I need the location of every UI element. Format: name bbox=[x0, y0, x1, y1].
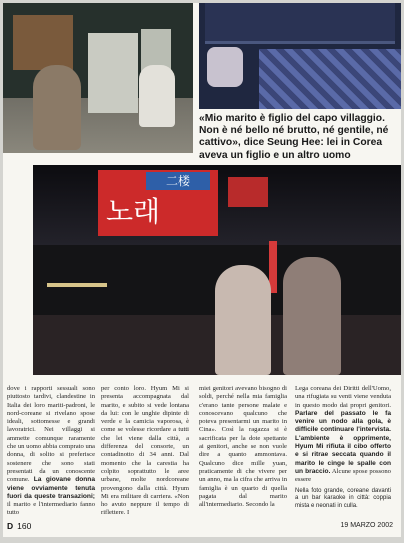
photo-street-night bbox=[33, 165, 401, 375]
column-highlight: La giovane donna viene ovviamente tenuta fuori da queste transazioni; bbox=[7, 476, 95, 500]
street-lights bbox=[47, 283, 107, 287]
karaoke-sign bbox=[98, 170, 218, 236]
article-column-2 bbox=[101, 385, 189, 518]
column-text: Lega coreana dei Diritti dell'Uomo, una rifugiata su venti viene venduta in questo modo dai propri genitori. bbox=[295, 385, 391, 409]
photo-cloth bbox=[207, 47, 243, 87]
magazine-page bbox=[3, 3, 401, 537]
article-column-4 bbox=[295, 385, 391, 510]
column-text: miei genitori avevano bisogno di soldi, perché nella mia famiglia c'erano tante persone malate e conoscevano qualcuno che poteva presentarmi un marito in Cina». Così la ragazza si è sacrificata per la dote spettante ai genitori, anche se non vuole dire a quanto ammontava. Qualcuno dice mille yuan, praticamente di che vivere per un anno, ma la cifra che arriva in famiglia è un quarto di quella pagata dal marito all'intermediario. Secondo la bbox=[199, 385, 287, 509]
sign-text: 二楼 bbox=[146, 172, 210, 190]
photo-blanket bbox=[259, 49, 401, 109]
small-sign bbox=[228, 177, 268, 207]
column-text: il marito e l'intermediario fanno tutto bbox=[7, 501, 95, 517]
photo-courtyard bbox=[3, 3, 193, 153]
photo-woman bbox=[33, 65, 81, 150]
sign-glyphs: 노래 bbox=[106, 195, 161, 228]
photo-bedding bbox=[199, 3, 401, 109]
page-number: 160 bbox=[17, 521, 32, 531]
column-text: dove i rapporti sessuali sono piuttosto tardivi, clandestine in Italia dei loro mariti-padroni, le nord-coreane si rivelano spose ideali, sottomesse e grandi lavoratrici. Nei villaggi si ammette comunque raramente che un uomo abbia comprato una donna, di solito si preferisce sostenere che sono stati presentati da un conoscente comune. bbox=[7, 385, 95, 484]
column-text: Alcune spose possono essere bbox=[295, 467, 391, 484]
page-folio bbox=[7, 521, 31, 531]
photo-credit-note: Nella foto grande, coreane davanti a un bar karaoke in città: coppia mista e neonati in culla. bbox=[295, 487, 391, 509]
photo-caption: «Mio marito è figlio del capo villaggio. Non è né bello né brutto, né gentile, né cattivo», dice Seung Hee: lei in Corea aveva un figlio e un altro uomo bbox=[199, 113, 389, 161]
photo-door bbox=[88, 33, 138, 113]
photo-frame bbox=[205, 3, 395, 44]
issue-date: 19 MARZO 2002 bbox=[340, 522, 393, 529]
photo-girl bbox=[215, 265, 271, 375]
column-text: per conto loro. Hyum Mi si presenta accompagnata dal marito, e subito si vede lontana da lui: con le unghie dipinte di verde e la camicia vaporosa, è come se volesse ricordare a tutti che lei viene dalla città, a differenza del consorte, un contadinotto di 34 anni. Dal momento che la carestia ha colpito soprattutto le aree urbane, molte nordcoreane provengono dalla città. Hyum Mi era militare di carriera. «Non ho avuto neppure il tempo di riflettere. I bbox=[101, 385, 189, 517]
magazine-letter: D bbox=[7, 521, 14, 531]
photo-shelf bbox=[13, 15, 73, 70]
column-highlight: Parlare del passato le fa venire un nodo alla gola, è difficile continuare l'intervista. L'ambiente è opprimente, Hyum Mi rifiuta il cibo offerto e si ritrae seccata quando il marito le cinge le spalle con un braccio. bbox=[295, 409, 391, 475]
article-column-3 bbox=[199, 385, 287, 509]
photo-guy bbox=[283, 257, 341, 375]
article-column-1 bbox=[7, 385, 95, 518]
photo-man bbox=[139, 65, 175, 127]
